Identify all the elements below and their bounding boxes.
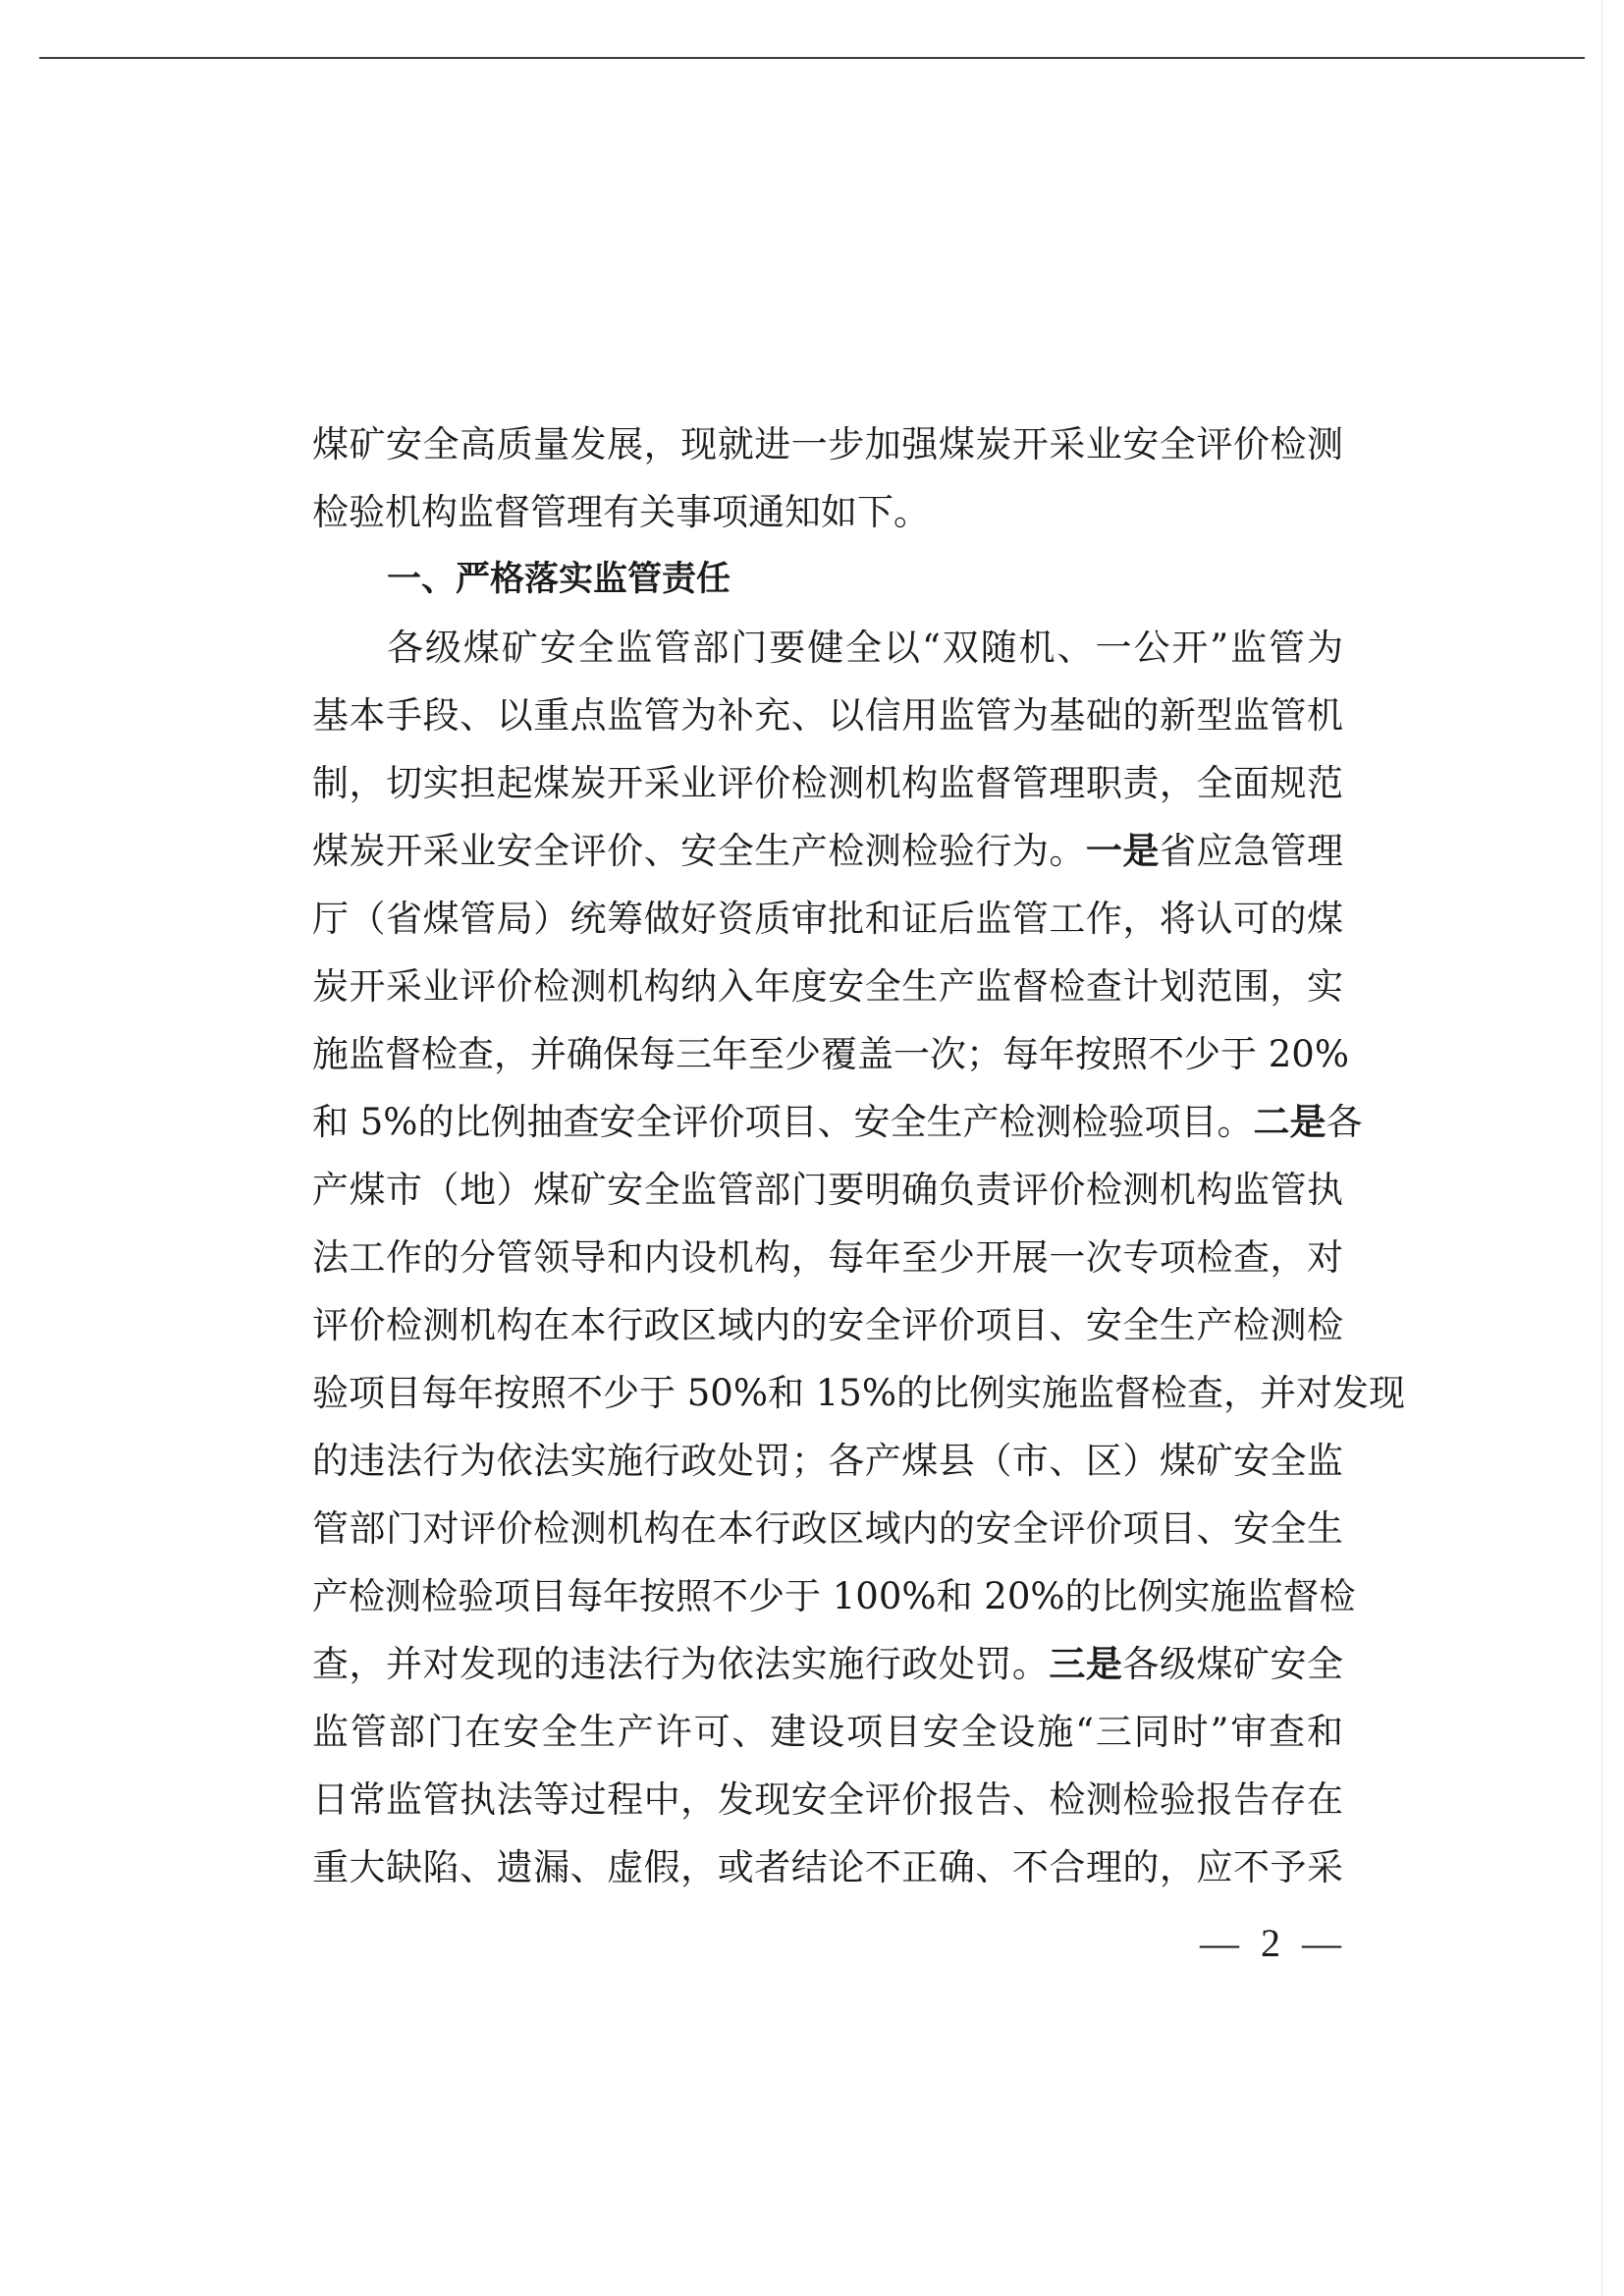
paragraph-text: 查，并对发现的违法行为依法实施行政处罚。 (312, 1643, 1050, 1685)
paragraph-line: 制，切实担起煤炭开采业评价检测机构监督管理职责，全面规范 (312, 762, 1343, 804)
paragraph-line: 各级煤矿安全监管部门要健全以“双随机、一公开”监管为 (387, 627, 1343, 669)
paragraph-line: 施监督检查，并确保每三年至少覆盖一次；每年按照不少于 20% (312, 1033, 1349, 1075)
paragraph-text: 省应急管理 (1159, 830, 1344, 872)
paragraph-line: 炭开采业评价检测机构纳入年度安全生产监督检查计划范围，实 (312, 965, 1343, 1008)
document-body (312, 410, 1405, 1901)
paragraph-text: 各级煤矿安全 (1122, 1643, 1344, 1685)
header-rule (39, 57, 1585, 59)
page-number: — 2 — (1200, 1921, 1347, 1965)
paragraph-line: 产检测检验项目每年按照不少于 100%和 20%的比例实施监督检 (312, 1575, 1356, 1617)
paragraph-line: 管部门对评价检测机构在本行政区域内的安全评价项目、安全生 (312, 1507, 1343, 1550)
intro-line-2: 检验机构监督管理有关事项通知如下。 (312, 491, 930, 533)
paragraph-line: 基本手段、以重点监管为补充、以信用监管为基础的新型监管机 (312, 694, 1343, 737)
paragraph-text: 各 (1326, 1101, 1363, 1143)
paragraph-line: 产煤市（地）煤矿安全监管部门要明确负责评价检测机构监管执 (312, 1169, 1343, 1211)
intro-line-1: 煤矿安全高质量发展，现就进一步加强煤炭开采业安全评价检测 (312, 423, 1343, 465)
paragraph-line (312, 1088, 1363, 1156)
paragraph-text: 煤炭开采业安全评价、安全生产检测检验行为。 (312, 830, 1086, 872)
emphasis-third: 三是 (1049, 1643, 1123, 1685)
paragraph-line (312, 817, 1343, 885)
paragraph-line (312, 1630, 1343, 1698)
paragraph-line: 厅（省煤管局）统筹做好资质审批和证后监管工作，将认可的煤 (312, 898, 1343, 940)
section-heading: 一、严格落实监管责任 (387, 560, 731, 599)
paragraph-line: 的违法行为依法实施行政处罚；各产煤县（市、区）煤矿安全监 (312, 1440, 1343, 1482)
paragraph-line: 验项目每年按照不少于 50%和 15%的比例实施监督检查，并对发现 (312, 1372, 1405, 1414)
paragraph-line: 监管部门在安全生产许可、建设项目安全设施“三同时”审查和 (312, 1711, 1343, 1753)
paragraph-line: 重大缺陷、遗漏、虚假，或者结论不正确、不合理的，应不予采 (312, 1846, 1343, 1888)
emphasis-first: 一是 (1085, 830, 1160, 872)
paragraph-line: 日常监管执法等过程中，发现安全评价报告、检测检验报告存在 (312, 1778, 1343, 1821)
emphasis-second: 二是 (1253, 1101, 1326, 1143)
paragraph-line: 法工作的分管领导和内设机构，每年至少开展一次专项检查，对 (312, 1236, 1343, 1279)
page-edge (1601, 0, 1602, 2296)
paragraph-text: 和 5%的比例抽查安全评价项目、安全生产检测检验项目。 (312, 1101, 1254, 1143)
paragraph-line: 评价检测机构在本行政区域内的安全评价项目、安全生产检测检 (312, 1304, 1343, 1346)
